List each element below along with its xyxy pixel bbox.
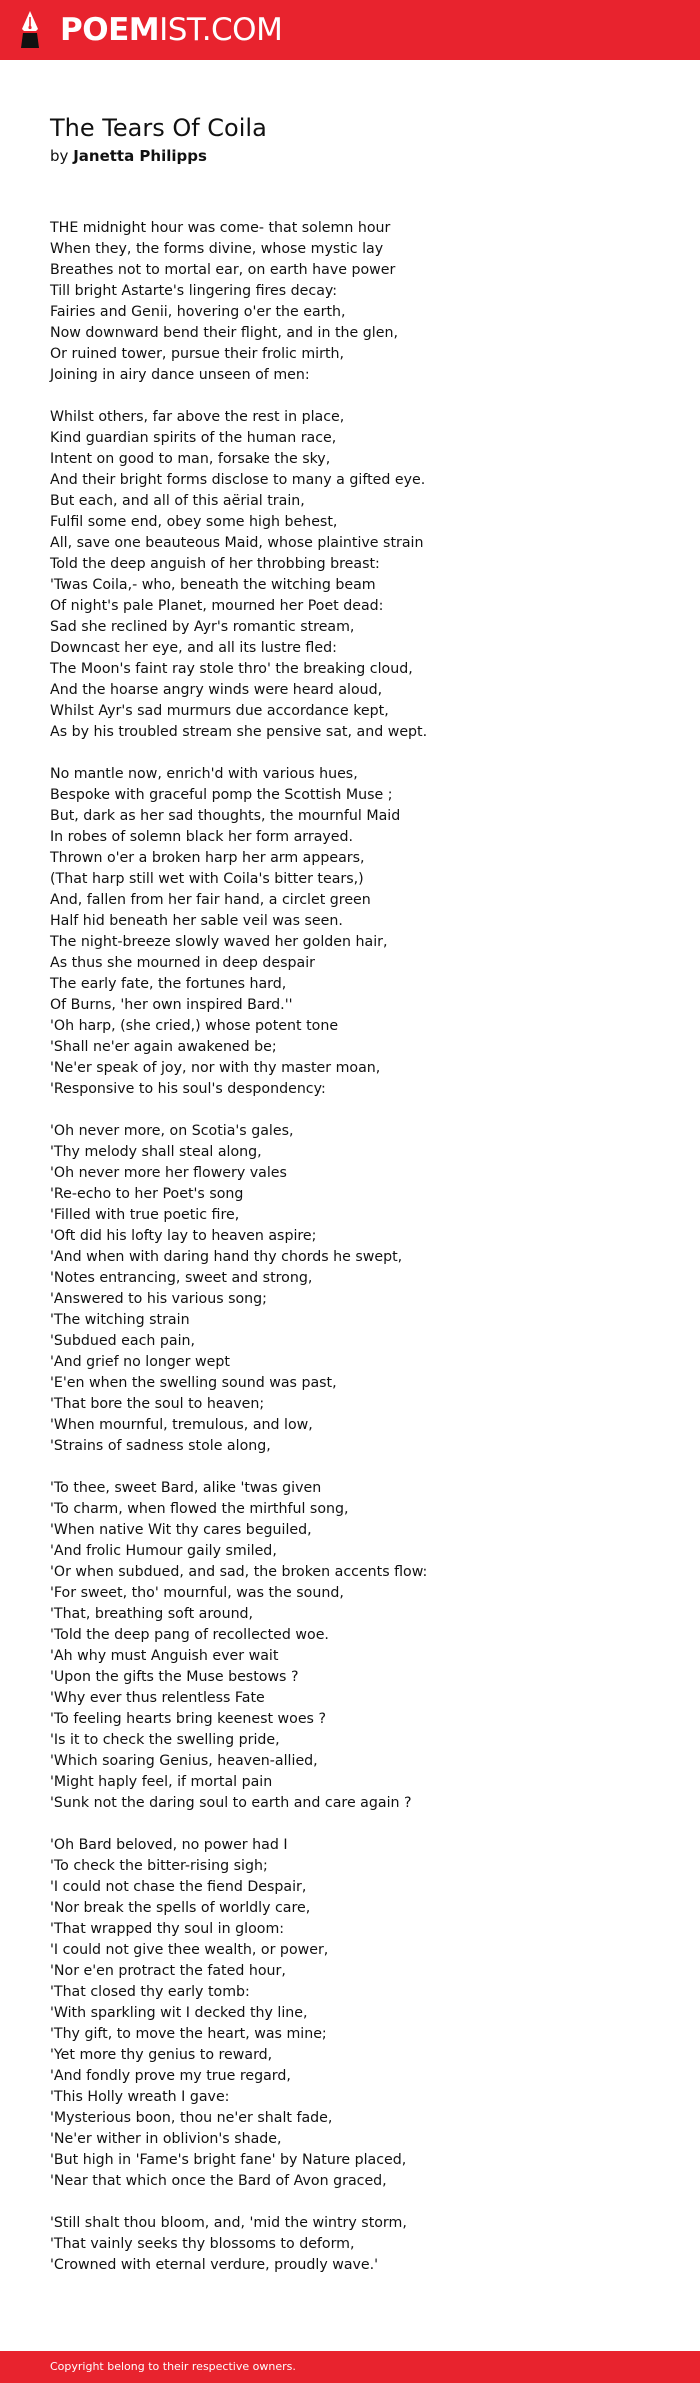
poem-line: 'When native Wit thy cares beguiled, [50,1522,312,1538]
poem-line: 'Ah why must Anguish ever wait [50,1648,279,1664]
poem-line: Thrown o'er a broken harp her arm appears, [50,850,365,866]
poem-line: 'With sparkling wit I decked thy line, [50,2005,308,2021]
poem-line: 'Strains of sadness stole along, [50,1438,271,1454]
poem-line: Joining in airy dance unseen of men: [50,367,310,383]
poem-line: 'Filled with true poetic fire, [50,1207,240,1223]
stanza [50,1835,670,2192]
poem-line: Bespoke with graceful pomp the Scottish Muse ; [50,787,393,803]
poem-line: 'And fondly prove my true regard, [50,2068,291,2084]
poem-line: 'This Holly wreath I gave: [50,2089,230,2105]
author-name[interactable]: Janetta Philipps [73,147,207,165]
stanza [50,407,670,743]
poem-line: As by his troubled stream she pensive sat, and wept. [50,724,428,740]
brand-name-bold: POEM [60,11,160,48]
by-label: by [50,147,69,165]
site-footer [0,2351,700,2383]
poem-line: 'Oft did his lofty lay to heaven aspire; [50,1228,317,1244]
poem-line: 'Still shalt thou bloom, and, 'mid the wintry storm, [50,2215,407,2231]
poem-line: 'Sunk not the daring soul to earth and care again ? [50,1795,412,1811]
poem-line: 'Is it to check the swelling pride, [50,1732,280,1748]
poem-line: 'And frolic Humour gaily smiled, [50,1543,277,1559]
poem-line: 'I could not give thee wealth, or power, [50,1942,329,1958]
poem-line: 'And grief no longer wept [50,1354,230,1370]
poem-line: In robes of solemn black her form arrayed. [50,829,354,845]
poem-line: 'Yet more thy genius to reward, [50,2047,273,2063]
poem-line: 'And when with daring hand thy chords he swept, [50,1249,403,1265]
pen-nib-icon [18,10,42,50]
poem-line: 'Mysterious boon, thou ne'er shalt fade, [50,2110,333,2126]
poem-line: As thus she mourned in deep despair [50,955,316,971]
poem-line: 'Notes entrancing, sweet and strong, [50,1270,313,1286]
poem-line: The early fate, the fortunes hard, [50,976,287,992]
poem-line: Half hid beneath her sable veil was seen. [50,913,343,929]
site-logo[interactable] [18,9,282,51]
poem-line: When they, the forms divine, whose mystic lay [50,241,384,257]
poem-line: And their bright forms disclose to many a gifted eye. [50,472,426,488]
poem-line: 'Thy gift, to move the heart, was mine; [50,2026,327,2042]
poem-line: Or ruined tower, pursue their frolic mirth, [50,346,345,362]
poem-line: 'Thy melody shall steal along, [50,1144,262,1160]
poem-line: 'Crowned with eternal verdure, proudly wave.' [50,2257,379,2273]
poem-line: 'Upon the gifts the Muse bestows ? [50,1669,299,1685]
poem-line: 'That closed thy early tomb: [50,1984,250,2000]
poem-line: 'Ne'er wither in oblivion's shade, [50,2131,282,2147]
poem-line: Kind guardian spirits of the human race, [50,430,337,446]
poem-line: 'Oh never more her flowery vales [50,1165,287,1181]
poem-line: 'That vainly seeks thy blossoms to deform, [50,2236,355,2252]
poem-line: 'Might haply feel, if mortal pain [50,1774,273,1790]
poem-line: 'Or when subdued, and sad, the broken accents flow: [50,1564,428,1580]
poem-line: All, save one beauteous Maid, whose plaintive strain [50,535,424,551]
poem-line: Whilst others, far above the rest in place, [50,409,345,425]
poem-line: (That harp still wet with Coila's bitter tears,) [50,871,364,887]
poem-line: 'But high in 'Fame's bright fane' by Nature placed, [50,2152,407,2168]
poem-line: 'Which soaring Genius, heaven-allied, [50,1753,318,1769]
poem-line: 'The witching strain [50,1312,190,1328]
poem-line: 'I could not chase the fiend Despair, [50,1879,307,1895]
poem-line: Breathes not to mortal ear, on earth have power [50,262,396,278]
poem-line: 'That bore the soul to heaven; [50,1396,265,1412]
poem-line: Fairies and Genii, hovering o'er the earth, [50,304,346,320]
poem-line: 'Subdued each pain, [50,1333,196,1349]
copyright-text: Copyright belong to their respective owners. [50,2360,296,2373]
stanza [50,218,670,386]
stanza [50,764,670,1100]
poem-line: 'Why ever thus relentless Fate [50,1690,265,1706]
poem-line: 'To feeling hearts bring keenest woes ? [50,1711,326,1727]
brand-name-light: IST.COM [159,11,283,48]
poem-line: 'For sweet, tho' mournful, was the sound, [50,1585,344,1601]
poem-line: Whilst Ayr's sad murmurs due accordance kept, [50,703,389,719]
stanza [50,2213,670,2276]
poem-line: Sad she reclined by Ayr's romantic stream, [50,619,355,635]
poem-line: But, dark as her sad thoughts, the mournful Maid [50,808,401,824]
brand-name [60,11,283,48]
poem-line: 'That wrapped thy soul in gloom: [50,1921,285,1937]
poem-line: 'Ne'er speak of joy, nor with thy master moan, [50,1060,381,1076]
poem-line: 'To charm, when flowed the mirthful song, [50,1501,349,1517]
poem-line: No mantle now, enrich'd with various hues, [50,766,358,782]
poem-line: Of Burns, 'her own inspired Bard.'' [50,997,293,1013]
poem-line: And, fallen from her fair hand, a circlet green [50,892,371,908]
stanza [50,1121,670,1457]
poem-line: Till bright Astarte's lingering fires decay: [50,283,338,299]
poem-line: 'Nor break the spells of worldly care, [50,1900,311,1916]
poem-title: The Tears Of Coila [50,114,267,142]
poem-line: 'Answered to his various song; [50,1291,267,1307]
poem-line: Fulfil some end, obey some high behest, [50,514,338,530]
poem-body [50,218,670,2297]
poem-line: The night-breeze slowly waved her golden hair, [50,934,388,950]
poem-byline [50,147,207,167]
site-header [0,0,700,60]
poem-line: 'Re-echo to her Poet's song [50,1186,244,1202]
poem-line: 'Twas Coila,- who, beneath the witching beam [50,577,376,593]
poem-line: 'To thee, sweet Bard, alike 'twas given [50,1480,322,1496]
stanza [50,1478,670,1814]
poem-line: The Moon's faint ray stole thro' the breaking cloud, [50,661,413,677]
poem-line: And the hoarse angry winds were heard aloud, [50,682,383,698]
poem-line: 'Oh Bard beloved, no power had I [50,1837,288,1853]
poem-line: 'Responsive to his soul's despondency: [50,1081,326,1097]
poem-line: 'Nor e'en protract the fated hour, [50,1963,286,1979]
poem-line: THE midnight hour was come- that solemn hour [50,220,391,236]
poem-line: Now downward bend their flight, and in the glen, [50,325,398,341]
poem-line: 'Oh harp, (she cried,) whose potent tone [50,1018,339,1034]
poem-line: But each, and all of this aërial train, [50,493,305,509]
poem-line: 'When mournful, tremulous, and low, [50,1417,313,1433]
poem-line: 'Near that which once the Bard of Avon graced, [50,2173,387,2189]
poem-line: 'To check the bitter-rising sigh; [50,1858,268,1874]
poem-line: 'Oh never more, on Scotia's gales, [50,1123,294,1139]
poem-line: 'That, breathing soft around, [50,1606,254,1622]
poem-line: Told the deep anguish of her throbbing breast: [50,556,380,572]
poem-line: 'Told the deep pang of recollected woe. [50,1627,329,1643]
poem-line: Of night's pale Planet, mourned her Poet dead: [50,598,384,614]
poem-line: Intent on good to man, forsake the sky, [50,451,331,467]
poem-line: Downcast her eye, and all its lustre fled: [50,640,337,656]
poem-line: 'Shall ne'er again awakened be; [50,1039,277,1055]
poem-line: 'E'en when the swelling sound was past, [50,1375,337,1391]
